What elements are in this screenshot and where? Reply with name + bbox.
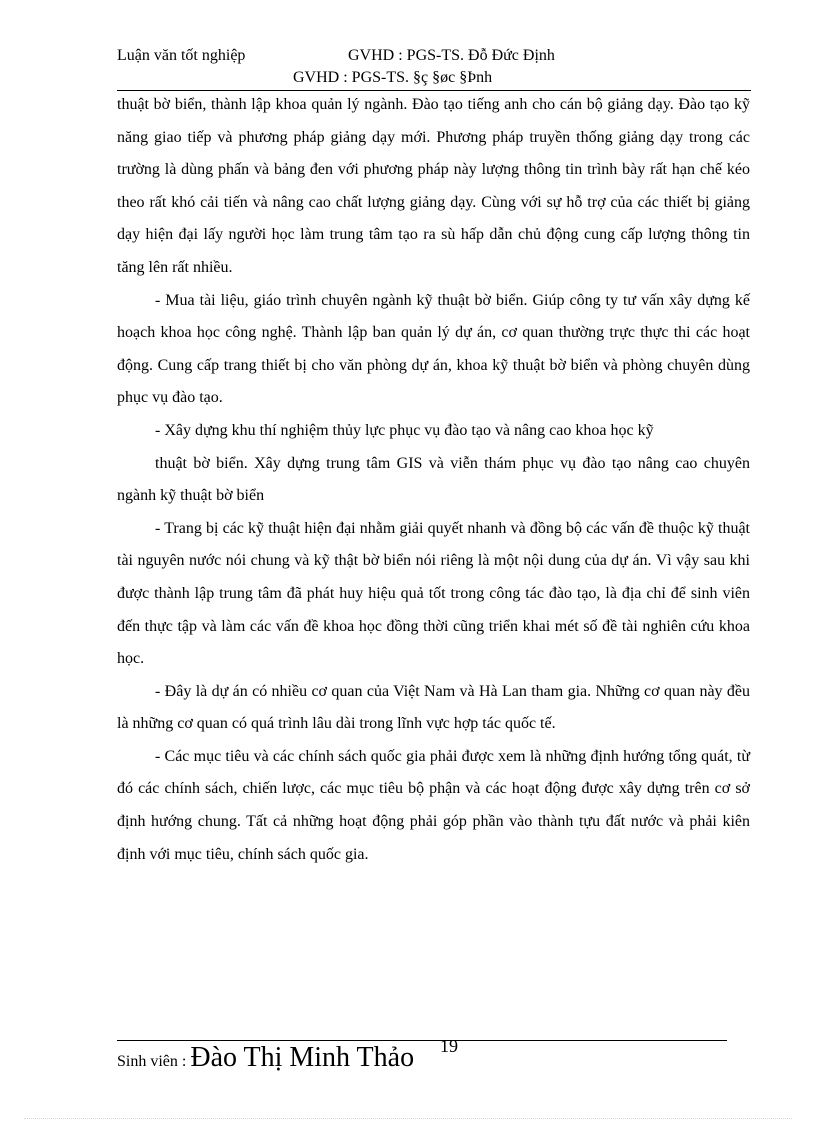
header-left: Luận văn tốt nghiệp [117, 47, 246, 64]
paragraph-7: - Các mục tiêu và các chính sách quốc gia phải được xem là những định hướng tổng quát, từ đó các chính sách, chiến lược, các mục tiêu bộ phận và các hoạt động được xây dựng trên cơ sở định hướng chung. Tất cả những hoạt động phải góp phần vào thành tựu đất nước và phải kiên định với mục tiêu, chính sách quốc gia. [117, 747, 750, 863]
body-text [117, 89, 750, 871]
header-advisor: GVHD : PGS-TS. Đỗ Đức Định [348, 47, 555, 64]
paragraph-2: - Mua tài liệu, giáo trình chuyên ngành kỹ thuật bờ biển. Giúp công ty tư vấn xây dựng kế hoạch khoa học công nghệ. Thành lập ban quản lý dự án, cơ quan thường trực thực thi các hoạt động. Cung cấp trang thiết bị cho văn phòng dự án, khoa kỹ thuật bờ biển và phòng chuyên dùng phục vụ đào tạo. [117, 291, 750, 407]
paragraph-4: thuật bờ biển. Xây dựng trung tâm GIS và viễn thám phục vụ đào tạo nâng cao chuyên ngành kỹ thuật bờ biển [117, 454, 750, 505]
paragraph-1: thuật bờ biển, thành lập khoa quản lý ngành. Đào tạo tiếng anh cho cán bộ giảng dạy. Đào tạo kỹ năng giao tiếp và phương pháp giảng dạy mới. Phương pháp truyền thống giảng dạy trong các trường là dùng phấn và bảng đen với phương pháp này lượng thông tin trình bày rất hạn chế kéo theo rất khó cải tiến và nâng cao chất lượng giảng dạy. Cùng với sự hỗ trợ của các thiết bị giảng dạy hiện đại lấy người học làm trung tâm tạo ra sù hấp dẫn chủ động cung cấp lượng thông tin tăng lên rất nhiều. [117, 96, 750, 276]
page-bottom-dots [24, 1118, 792, 1119]
footer-label: Sinh viên : [117, 1053, 191, 1070]
page-number: 19 [440, 1036, 458, 1056]
footer [117, 1042, 414, 1074]
paragraph-5: - Trang bị các kỹ thuật hiện đại nhằm giải quyết nhanh và đồng bộ các vấn đề thuộc kỹ thuật tài nguyên nước nói chung và kỹ thật bờ biển nói riêng là một nội dung của dự án. Vì vậy sau khi được thành lập trung tâm đã phát huy hiệu quả tốt trong công tác đào tạo, là địa chỉ để sinh viên đến thực tập và làm các vấn đề khoa học đồng thời cũng triển khai mét số đề tài nghiên cứu khoa học. [117, 519, 750, 668]
paragraph-6: - Đây là dự án có nhiều cơ quan của Việt Nam và Hà Lan tham gia. Những cơ quan này đều là những cơ quan có quá trình lâu dài trong lĩnh vực hợp tác quốc tế. [117, 682, 750, 733]
paragraph-3: - Xây dựng khu thí nghiệm thủy lực phục vụ đào tạo và nâng cao khoa học kỹ [155, 421, 654, 439]
student-name: Đào Thị Minh Thảo [190, 1042, 415, 1073]
header-advisor-garbled: GVHD : PGS-TS. §ç §øc §Þnh [293, 69, 493, 86]
footer-rule [117, 1040, 727, 1041]
